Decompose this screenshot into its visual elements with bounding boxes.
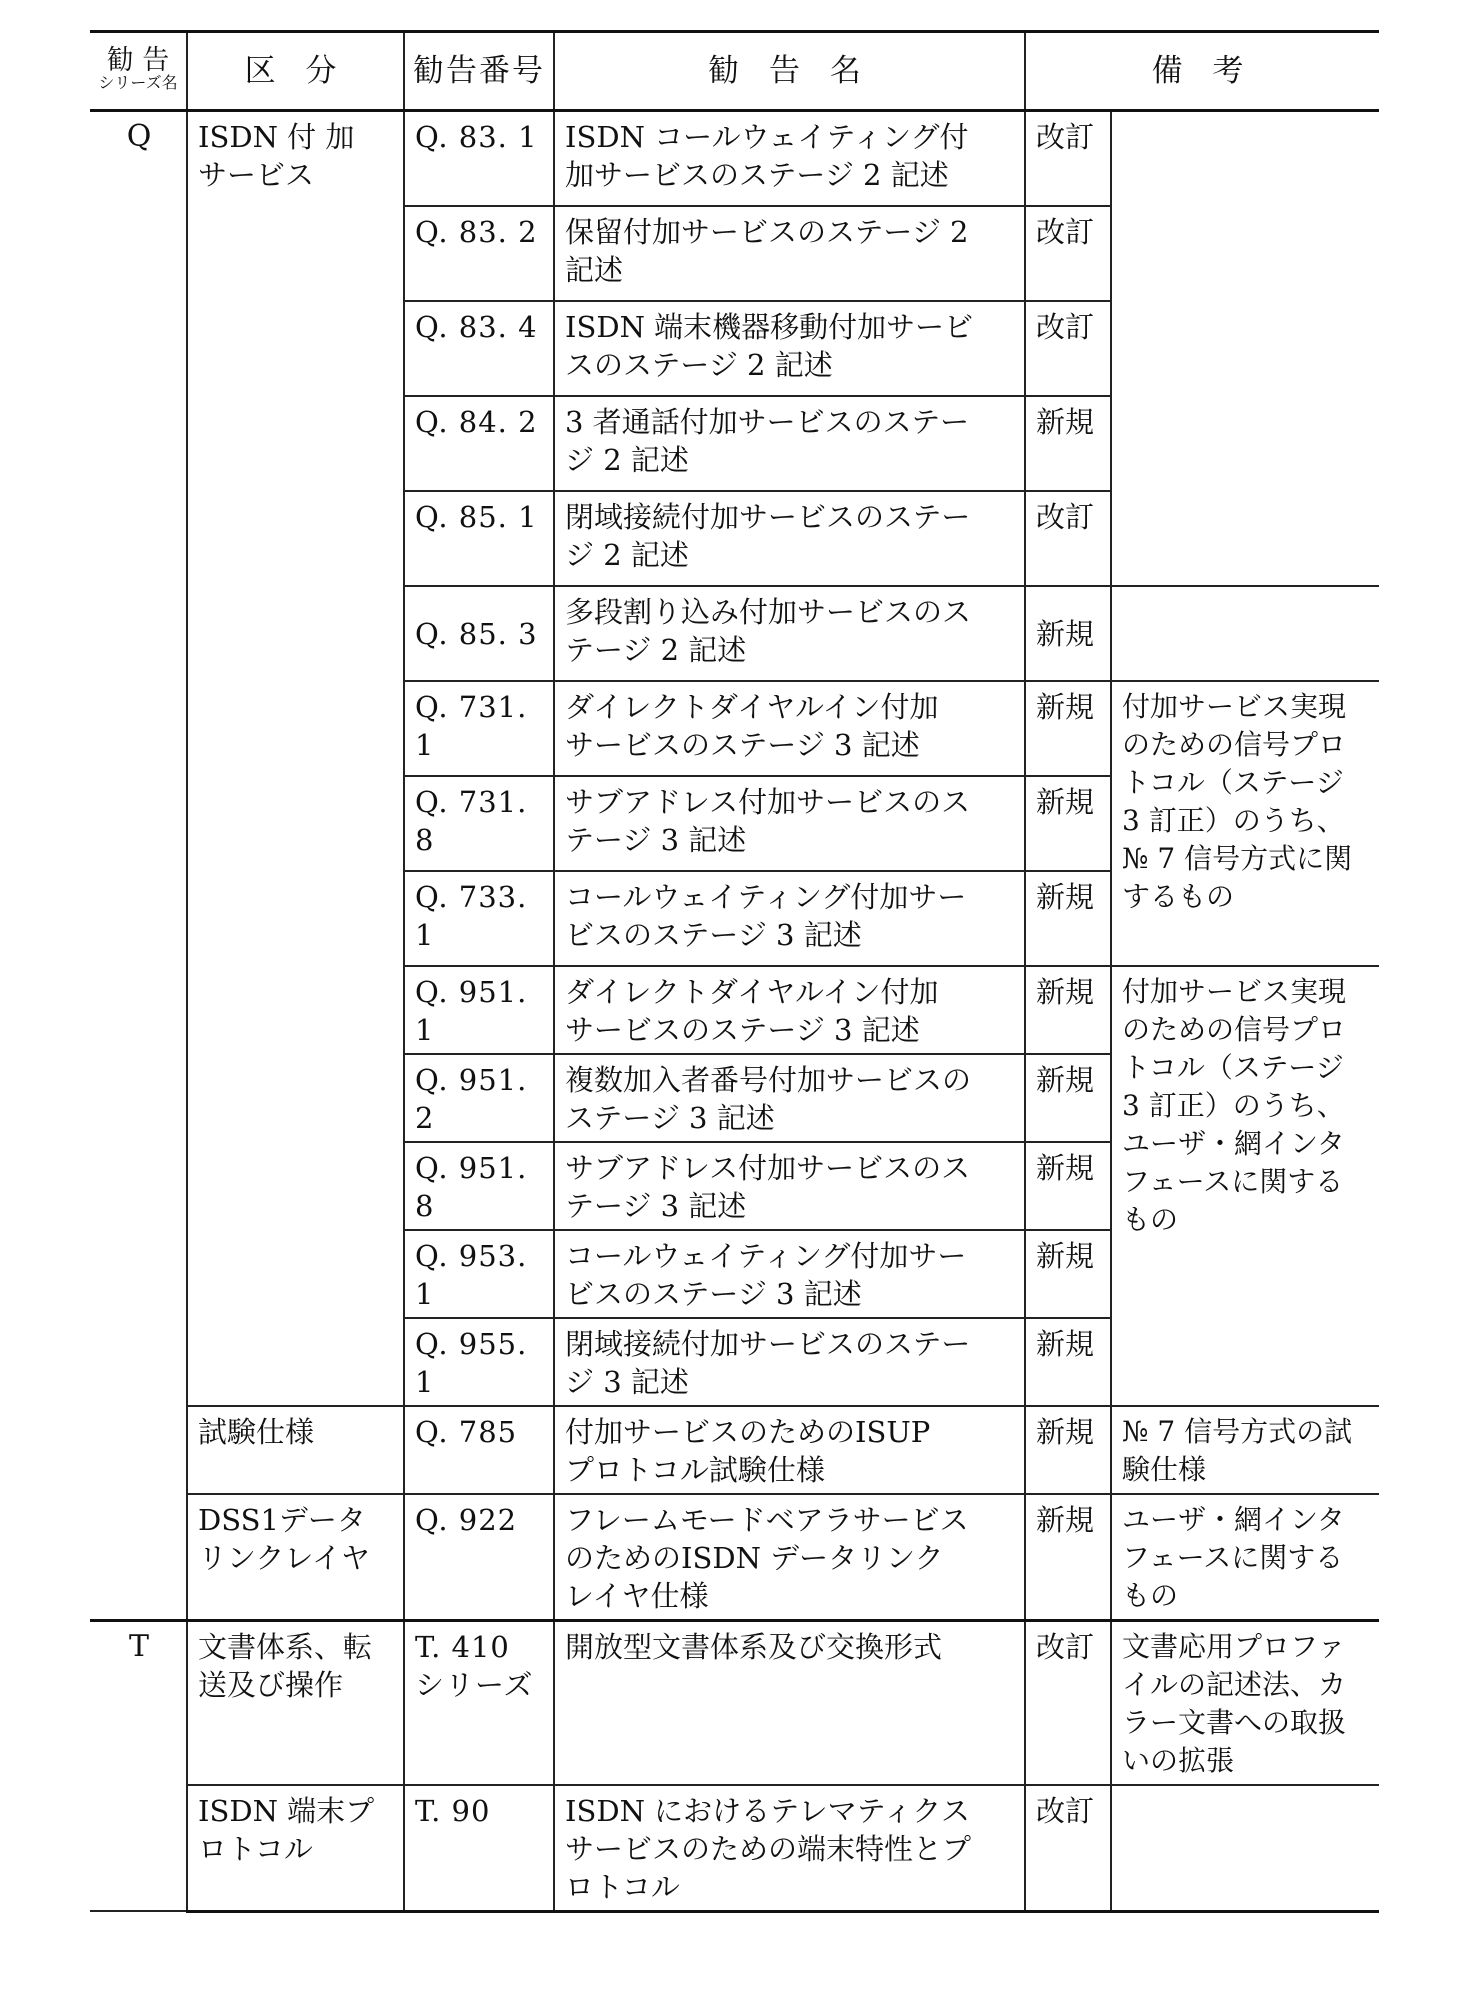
category-cell: DSS1データ リンクレイヤ [187,1494,404,1621]
number-cell: Q. 85. 1 [404,491,554,586]
table-row [90,1406,1379,1494]
title-cell: 閉域接続付加サービスのステー ジ 2 記述 [554,491,1025,586]
status-cell: 新規 [1025,776,1111,871]
status-cell: 新規 [1025,871,1111,966]
table-row [90,1620,1379,1785]
header-series-line1: 勧 告 [106,45,170,76]
title-cell: 3 者通話付加サービスのステー ジ 2 記述 [554,396,1025,491]
title-cell: 保留付加サービスのステージ 2 記述 [554,206,1025,301]
status-cell: 改訂 [1025,1620,1111,1785]
remark-cell [1111,586,1379,681]
number-cell: Q. 83. 1 [404,111,554,206]
category-cell: 文書体系、転 送及び操作 [187,1620,404,1785]
number-cell: Q. 955. 1 [404,1318,554,1406]
category-cell: ISDN 端末プ ロトコル [187,1785,404,1912]
title-cell: ダイレクトダイヤルイン付加 サービスのステージ 3 記述 [554,681,1025,776]
status-cell: 改訂 [1025,206,1111,301]
status-cell: 新規 [1025,966,1111,1054]
title-cell: ISDN 端末機器移動付加サービ スのステージ 2 記述 [554,301,1025,396]
title-cell: サブアドレス付加サービスのス テージ 3 記述 [554,776,1025,871]
status-cell: 改訂 [1025,301,1111,396]
status-cell: 改訂 [1025,1785,1111,1912]
header-series [90,32,187,111]
title-cell: 多段割り込み付加サービスのス テージ 2 記述 [554,586,1025,681]
header-number: 勧告番号 [404,32,554,111]
number-cell: Q. 83. 2 [404,206,554,301]
number-cell: T. 90 [404,1785,554,1912]
number-cell: T. 410 シリーズ [404,1620,554,1785]
remark-cell: № 7 信号方式の試 験仕様 [1111,1406,1379,1494]
number-cell: Q. 85. 3 [404,586,554,681]
header-title: 勧 告 名 [554,32,1025,111]
status-cell: 新規 [1025,1318,1111,1406]
table-row [90,1785,1379,1912]
number-cell: Q. 731. 1 [404,681,554,776]
remark-cell: 文書応用プロファ イルの記述法、カ ラー文書への取扱 いの拡張 [1111,1620,1379,1785]
remark-cell [1111,1785,1379,1912]
status-cell: 改訂 [1025,111,1111,206]
number-cell: Q. 84. 2 [404,396,554,491]
remark-cell: 付加サービス実現 のための信号プロ トコル（ステージ 3 訂正）のうち、 ユーザ・網インタ フェースに関する もの [1111,966,1379,1406]
title-cell: ISDN におけるテレマティクス サービスのための端末特性とプ ロトコル [554,1785,1025,1912]
title-cell: ISDN コールウェイティング付 加サービスのステージ 2 記述 [554,111,1025,206]
title-cell: サブアドレス付加サービスのス テージ 3 記述 [554,1142,1025,1230]
title-cell: 開放型文書体系及び交換形式 [554,1620,1025,1785]
header-category: 区 分 [187,32,404,111]
recommendations-table [90,30,1379,1913]
title-cell: コールウェイティング付加サー ビスのステージ 3 記述 [554,1230,1025,1318]
table-row [90,111,1379,206]
status-cell: 新規 [1025,1406,1111,1494]
title-cell: ダイレクトダイヤルイン付加 サービスのステージ 3 記述 [554,966,1025,1054]
title-cell: 付加サービスのためのISUP プロトコル試験仕様 [554,1406,1025,1494]
header-remarks: 備 考 [1025,32,1379,111]
number-cell: Q. 951. 8 [404,1142,554,1230]
number-cell: Q. 785 [404,1406,554,1494]
title-cell: コールウェイティング付加サー ビスのステージ 3 記述 [554,871,1025,966]
title-cell: フレームモードベアラサービス のためのISDN データリンク レイヤ仕様 [554,1494,1025,1621]
number-cell: Q. 731. 8 [404,776,554,871]
series-cell: Q [90,111,187,1621]
status-cell: 新規 [1025,586,1111,681]
header-row [90,32,1379,111]
number-cell: Q. 922 [404,1494,554,1621]
category-cell: ISDN 付 加 サービス [187,111,404,1406]
series-cell: T [90,1620,187,1911]
number-cell: Q. 953. 1 [404,1230,554,1318]
title-cell: 閉域接続付加サービスのステー ジ 3 記述 [554,1318,1025,1406]
status-cell: 新規 [1025,1230,1111,1318]
header-series-line2: シリーズ名 [98,73,178,92]
remark-cell: ユーザ・網インタ フェースに関する もの [1111,1494,1379,1621]
category-cell: 試験仕様 [187,1406,404,1494]
number-cell: Q. 83. 4 [404,301,554,396]
number-cell: Q. 733. 1 [404,871,554,966]
table-row [90,1494,1379,1621]
number-cell: Q. 951. 2 [404,1054,554,1142]
status-cell: 新規 [1025,681,1111,776]
status-cell: 新規 [1025,1494,1111,1621]
status-cell: 新規 [1025,1142,1111,1230]
status-cell: 新規 [1025,1054,1111,1142]
title-cell: 複数加入者番号付加サービスの ステージ 3 記述 [554,1054,1025,1142]
remark-cell [1111,111,1379,586]
number-cell: Q. 951. 1 [404,966,554,1054]
status-cell: 改訂 [1025,491,1111,586]
remark-cell: 付加サービス実現 のための信号プロ トコル（ステージ 3 訂正）のうち、 № 7 信号方式に関 するもの [1111,681,1379,966]
status-cell: 新規 [1025,396,1111,491]
